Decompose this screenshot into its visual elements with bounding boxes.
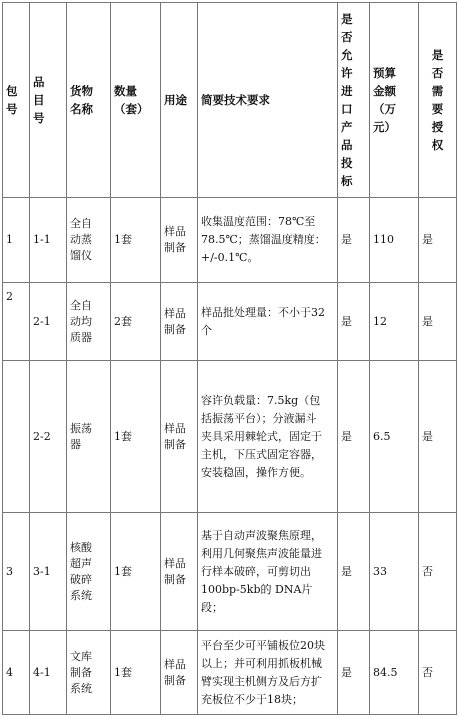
header-authorization-line: 授	[431, 120, 444, 134]
header-quantity-line: 数量	[114, 84, 137, 98]
cell-goods-name-line: 器	[70, 437, 81, 451]
header-import-allowed-line: 否	[341, 30, 353, 44]
cell-tech-requirements-line: 安装稳固，操作方便。	[201, 465, 311, 479]
header-authorization-line: 否	[431, 66, 444, 80]
header-tech-requirements: 简要技术要求	[198, 3, 338, 198]
cell-tech-requirements-line: 夹具采用棘轮式，固定于	[201, 429, 322, 443]
header-item-no-line: 品	[33, 75, 45, 89]
cell-usage-line: 制备	[164, 673, 186, 687]
cell-package-no: 1	[3, 198, 30, 283]
cell-tech-requirements-line: 行样本破碎，可剪切出	[201, 564, 311, 578]
cell-tech-requirements-line: +/-0.1℃。	[201, 251, 259, 264]
cell-package-no: 2	[3, 283, 30, 361]
header-import-allowed	[338, 3, 370, 198]
cell-goods-name-line: 破碎	[70, 572, 92, 586]
header-package-no-line: 号	[6, 102, 18, 116]
cell-authorization: 否	[419, 631, 457, 715]
header-budget-line: 元）	[373, 120, 396, 134]
cell-quantity: 2套	[111, 283, 161, 361]
header-import-allowed-line: 进	[341, 84, 353, 98]
table-row	[3, 631, 457, 715]
cell-goods-name-line: 系统	[70, 681, 92, 695]
cell-usage-line: 样品	[164, 306, 186, 320]
cell-usage	[161, 513, 198, 631]
table-row	[3, 283, 457, 361]
cell-item-no: 2-2	[30, 361, 67, 513]
cell-import-allowed: 是	[338, 631, 370, 715]
header-authorization	[419, 3, 457, 198]
cell-goods-name	[67, 198, 111, 283]
cell-usage	[161, 283, 198, 361]
header-import-allowed-line: 口	[341, 102, 353, 116]
cell-usage	[161, 631, 198, 715]
header-item-no	[30, 3, 67, 198]
cell-tech-requirements	[198, 631, 338, 715]
cell-item-no: 3-1	[30, 513, 67, 631]
cell-tech-requirements-line: 以上；并可利用抓板机械	[201, 656, 322, 670]
cell-usage-line: 样品	[164, 421, 186, 435]
header-import-allowed-line: 品	[341, 138, 353, 152]
header-authorization-line: 需	[431, 84, 444, 98]
header-import-allowed-line: 是	[341, 12, 353, 26]
cell-usage	[161, 361, 198, 513]
cell-goods-name-line: 超声	[70, 556, 92, 570]
cell-import-allowed: 是	[338, 198, 370, 283]
cell-usage	[161, 198, 198, 283]
header-authorization-line: 要	[431, 102, 444, 116]
cell-goods-name-line: 动均	[70, 314, 92, 328]
cell-authorization: 是	[419, 198, 457, 283]
cell-goods-name	[67, 361, 111, 513]
cell-authorization: 是	[419, 361, 457, 513]
header-goods-name-line: 名称	[70, 102, 93, 116]
header-budget-line: （万	[373, 102, 396, 116]
header-import-allowed-line: 允	[341, 48, 353, 62]
header-row	[3, 3, 457, 198]
header-item-no-line: 号	[33, 111, 45, 125]
cell-quantity: 1套	[111, 198, 161, 283]
header-usage: 用途	[161, 3, 198, 198]
cell-tech-requirements-line: 容许负载量：7.5kg（包	[201, 393, 321, 407]
cell-tech-requirements-line: 段；	[201, 600, 223, 614]
header-budget	[370, 3, 419, 198]
cell-goods-name-line: 核酸	[70, 540, 92, 554]
cell-authorization: 否	[419, 513, 457, 631]
header-package-no-line: 包	[6, 84, 18, 98]
header-item-no-line: 目	[33, 93, 45, 107]
cell-goods-name-line: 系统	[70, 588, 92, 602]
cell-quantity: 1套	[111, 513, 161, 631]
header-budget-line: 金额	[373, 84, 396, 98]
cell-item-no: 2-1	[30, 283, 67, 361]
cell-usage-line: 制备	[164, 572, 186, 586]
cell-tech-requirements-line: 利用几何聚焦声波能量进	[201, 546, 322, 560]
cell-goods-name-line: 馏仪	[70, 249, 92, 262]
cell-import-allowed: 是	[338, 361, 370, 513]
cell-goods-name	[67, 283, 111, 361]
cell-tech-requirements-line: 78.5℃；蒸馏温度精度：	[201, 233, 326, 246]
cell-goods-name-line: 动蒸	[70, 233, 92, 246]
cell-usage-line: 样品	[164, 225, 186, 238]
header-budget-line: 预算	[373, 66, 396, 80]
header-authorization-line: 是	[431, 48, 444, 62]
cell-usage-line: 样品	[164, 556, 186, 570]
procurement-table	[2, 2, 457, 715]
cell-tech-requirements	[198, 283, 338, 361]
cell-usage-line: 制备	[164, 437, 186, 451]
cell-item-no: 4-1	[30, 631, 67, 715]
cell-tech-requirements-line: 主机，下压式固定容器，	[201, 447, 322, 461]
cell-tech-requirements	[198, 361, 338, 513]
cell-budget: 84.5	[370, 631, 419, 715]
cell-package-no: 4	[3, 631, 30, 715]
cell-usage-line: 样品	[164, 657, 186, 671]
cell-tech-requirements-line: 臂实现主机侧方及后方扩	[201, 674, 322, 688]
header-import-allowed-line: 投	[341, 156, 353, 170]
cell-usage-line: 制备	[164, 241, 186, 254]
cell-authorization: 是	[419, 283, 457, 361]
header-package-no	[3, 3, 30, 198]
cell-goods-name-line: 全自	[70, 298, 92, 312]
cell-budget: 110	[370, 198, 419, 283]
cell-goods-name-line: 振荡	[70, 421, 92, 435]
table-row	[3, 198, 457, 283]
cell-tech-requirements	[198, 513, 338, 631]
header-goods-name-line: 货物	[70, 84, 93, 98]
cell-goods-name	[67, 513, 111, 631]
cell-package-no: 3	[3, 513, 30, 631]
cell-budget: 12	[370, 283, 419, 361]
cell-budget: 33	[370, 513, 419, 631]
cell-goods-name-line: 制备	[70, 665, 92, 679]
header-quantity-line: （套）	[114, 102, 149, 116]
cell-tech-requirements	[198, 198, 338, 283]
cell-item-no: 1-1	[30, 198, 67, 283]
cell-tech-requirements-line: 充板位不少于18块；	[201, 692, 303, 706]
cell-import-allowed: 是	[338, 513, 370, 631]
header-import-allowed-line: 标	[341, 174, 353, 188]
cell-tech-requirements-line: 个	[201, 323, 212, 337]
cell-tech-requirements-line: 样品批处理量：不小于32	[201, 305, 325, 319]
header-quantity	[111, 3, 161, 198]
cell-quantity: 1套	[111, 361, 161, 513]
cell-goods-name-line: 文库	[70, 649, 92, 663]
cell-budget: 6.5	[370, 361, 419, 513]
cell-tech-requirements-line: 括振荡平台）；分液漏斗	[201, 411, 317, 425]
cell-import-allowed: 是	[338, 283, 370, 361]
table-row	[3, 513, 457, 631]
cell-quantity: 1套	[111, 631, 161, 715]
cell-goods-name-line: 质器	[70, 330, 92, 344]
header-authorization-line: 权	[431, 138, 444, 152]
header-goods-name	[67, 3, 111, 198]
cell-tech-requirements-line: 平台至少可平铺板位20块	[201, 638, 325, 652]
header-import-allowed-line: 许	[341, 66, 353, 80]
cell-usage-line: 制备	[164, 322, 186, 336]
cell-goods-name	[67, 631, 111, 715]
cell-tech-requirements-line: 100bp-5kb的 DNA片	[201, 582, 313, 596]
header-import-allowed-line: 产	[341, 120, 353, 134]
cell-tech-requirements-line: 基于自动声波聚焦原理，	[201, 528, 322, 542]
cell-tech-requirements-line: 收集温度范围：78℃至	[201, 215, 316, 228]
cell-goods-name-line: 全自	[70, 217, 92, 230]
cell-package-no	[3, 361, 30, 513]
table-row	[3, 361, 457, 513]
